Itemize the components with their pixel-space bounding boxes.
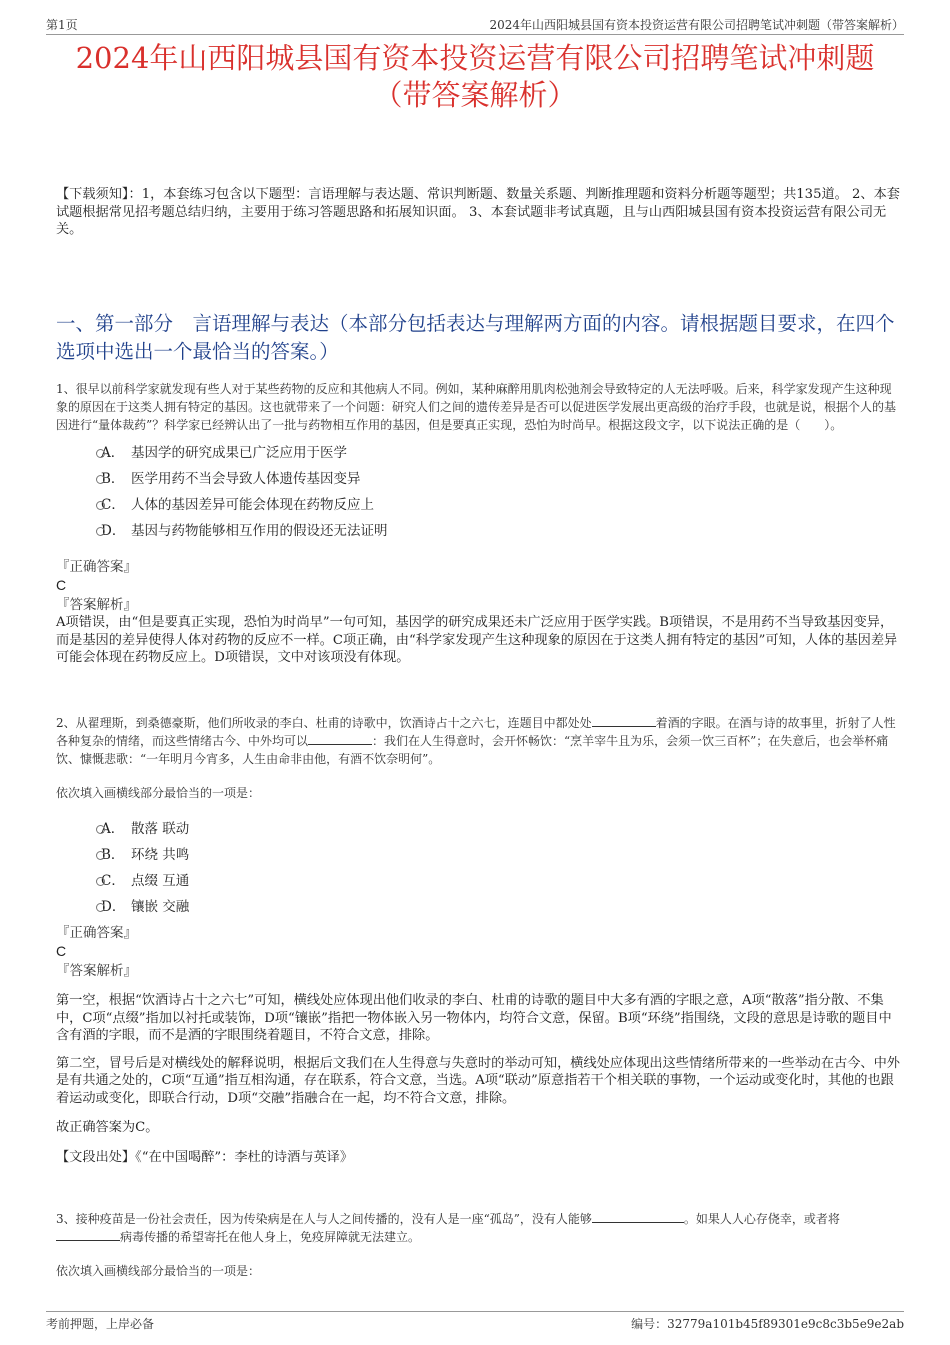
question-1-options: [56, 440, 900, 544]
question-2-prompt: 依次填入画横线部分最恰当的一项是：: [56, 786, 261, 800]
analysis-paragraph-1: 第一空，根据“饮酒诗占十之六七”可知，横线处应体现出他们收录的李白、杜甫的诗歌的题目中大多有酒的字眼之意，A项“散落”指分散、不集中，C项“点缀”指加以衬托或装饰，D项“镶嵌”指把一物体嵌入另一物体内，均符合文意，保留。B项“环绕”指围绕，文段的意思是诗歌的题目中含有酒的字眼，而不是酒的字眼围绕着题目，不符合文意，排除。: [56, 993, 892, 1043]
radio-icon[interactable]: [96, 877, 105, 886]
question-2: [56, 714, 900, 1166]
fill-blank: [592, 1210, 684, 1223]
analysis-text: A项错误，由“但是要真正实现，恐怕为时尚早”一句可知，基因学的研究成果还未广泛应用于医学实践。B项错误，不是用药不当导致基因变异，而是基因的差异使得人体对药物的反应不一样。C项正确，由“科学家发现产生这种现象的原因在于这类人拥有特定的基因”可知，人体的基因差异可能会体现在药物反应上。D项错误，文中对该项没有体现。: [56, 615, 898, 665]
question-1: [56, 380, 900, 667]
question-2-options: [56, 816, 900, 920]
fill-blank: [56, 1228, 120, 1241]
header-doc-name: 2024年山西阳城县国有资本投资运营有限公司招聘笔试冲刺题（带答案解析）: [489, 18, 904, 32]
answer-value: C: [56, 577, 67, 593]
page-title: [40, 40, 910, 114]
answer-label: 『正确答案』: [56, 559, 137, 575]
radio-icon[interactable]: [96, 449, 105, 458]
answer-value: C: [56, 943, 67, 959]
analysis-label: 『答案解析』: [56, 963, 137, 979]
radio-icon[interactable]: [96, 501, 105, 510]
radio-icon[interactable]: [96, 527, 105, 536]
option-a[interactable]: A． 基因学的研究成果已广泛应用于医学: [56, 440, 900, 466]
question-2-text: 2、从翟理斯，到桑德豪斯，他们所收录的李白、杜甫的诗歌中，饮酒诗占十之六七，连题目中都处处 着酒的字眼。在酒与诗的故事里，折射了人性各种复杂的情绪，而这些情绪古今、中外均可以 ：我们在人生得意时，会开怀畅饮：“烹羊宰牛且为乐，会须一饮三百杯”；在失意后，也会举杯痛饮、慷慨悲歌：“一年明月今宵多，人生由命非由他，有酒不饮奈明何”。: [56, 716, 896, 766]
page-header: [46, 14, 904, 35]
fill-blank: [308, 732, 372, 745]
question-3: [56, 1210, 900, 1280]
option-d[interactable]: D． 镶嵌 交融: [56, 894, 900, 920]
analysis-label: 『答案解析』: [56, 597, 137, 613]
option-c[interactable]: C． 点缀 互通: [56, 868, 900, 894]
footer-serial: 编号：32779a101b45f89301e9c8c3b5e9e2ab: [631, 1317, 904, 1331]
option-b[interactable]: B． 医学用药不当会导致人体遗传基因变异: [56, 466, 900, 492]
analysis-paragraph-3: 故正确答案为C。: [56, 1120, 159, 1135]
radio-icon[interactable]: [96, 475, 105, 484]
radio-icon[interactable]: [96, 903, 105, 912]
source-citation: 【文段出处】《“在中国喝醉”：李杜的诗酒与英译》: [56, 1149, 354, 1165]
question-3-text: 3、接种疫苗是一份社会责任，因为传染病是在人与人之间传播的，没有人是一座“孤岛”，没有人能够 。如果人人心存侥幸，或者将病毒传播的希望寄托在他人身上，免疫屏障就无法建立。: [56, 1212, 840, 1244]
title-line-2: （带答案解析）: [373, 78, 577, 112]
radio-icon[interactable]: [96, 851, 105, 860]
page-number: 第1页: [46, 18, 78, 32]
radio-icon[interactable]: [96, 825, 105, 834]
title-line-1: 2024年山西阳城县国有资本投资运营有限公司招聘笔试冲刺题: [75, 41, 875, 75]
question-1-text: 1、很早以前科学家就发现有些人对于某些药物的反应和其他病人不同。例如，某种麻醉用肌肉松弛剂会导致特定的人无法呼吸。后来，科学家发现产生这种现象的原因在于这类人拥有特定的基因。这也就带来了一个问题：研究人们之间的遗传差异是否可以促进医学发展出更高级的治疗手段，也就是说，根据个人的基因进行“量体裁药”？科学家已经辨认出了一批与药物相互作用的基因，但是要真正实现，恐怕为时尚早。根据这段文字，以下说法正确的是（ ）。: [56, 382, 897, 432]
answer-label: 『正确答案』: [56, 925, 137, 941]
fill-blank: [592, 714, 656, 727]
option-a[interactable]: A． 散落 联动: [56, 816, 900, 842]
analysis-paragraph-2: 第二空，冒号后是对横线处的解释说明，根据后文我们在人生得意与失意时的举动可知，横线处应体现出这些情绪所带来的一些举动在古今、中外是有共通之处的，C项“互通”指互相沟通，存在联系，符合文意，当选。A项“联动”原意指若干个相关联的事物，一个运动或变化时，其他的也跟着运动或变化，即联合行动，D项“交融”指融合在一起，均不符合文意，排除。: [56, 1055, 900, 1106]
section-heading: 一、第一部分 言语理解与表达（本部分包括表达与理解两方面的内容。请根据题目要求，在四个选项中选出一个最恰当的答案。）: [56, 312, 895, 363]
footer-slogan: 考前押题，上岸必备: [46, 1317, 155, 1331]
question-3-prompt: 依次填入画横线部分最恰当的一项是：: [56, 1264, 261, 1278]
page-footer: [46, 1311, 904, 1332]
download-notice: 【下载须知】：1，本套练习包含以下题型：言语理解与表达题、常识判断题、数量关系题、判断推理题和资料分析题等题型；共135道。 2、本套试题根据常见招考题总结归纳，主要用于练习答题思路和拓展知识面。 3、本套试题非考试真题，且与山西阳城县国有资本投资运营有限公司无关。: [56, 187, 900, 237]
option-c[interactable]: C． 人体的基因差异可能会体现在药物反应上: [56, 492, 900, 518]
option-d[interactable]: D． 基因与药物能够相互作用的假设还无法证明: [56, 518, 900, 544]
option-b[interactable]: B． 环绕 共鸣: [56, 842, 900, 868]
